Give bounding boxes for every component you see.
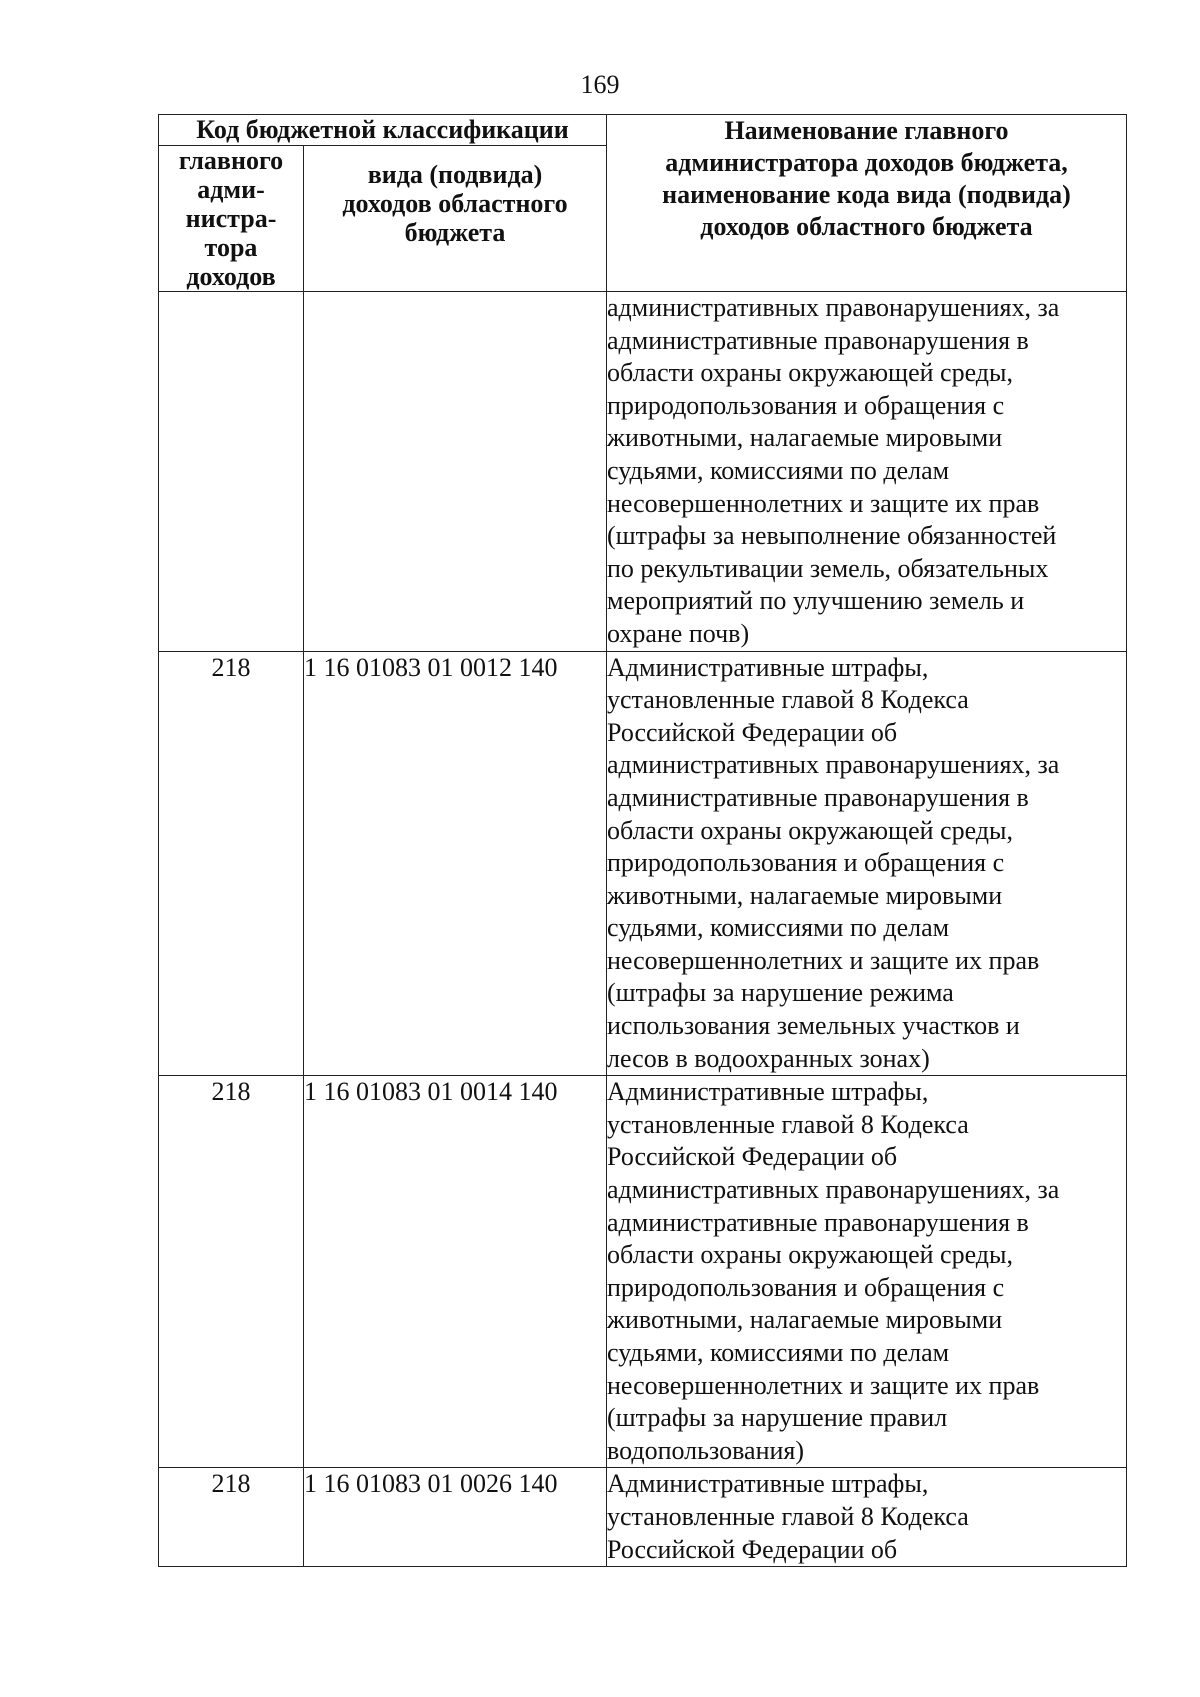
table-row [159, 1468, 1127, 1567]
admin-code-column-header: главного адми- нистра- тора доходов [159, 146, 304, 292]
name-cell: Административные штрафы, установленные главой 8 Кодекса Российской Федерации об административных правонарушениях, за административные правонарушения в области охраны окружающей среды, природопользования и обращения с животными, налагаемые мировыми судьями, комиссиями по делам несовершеннолетних и защите их прав (штрафы за нарушение правил водопользования) [607, 1076, 1127, 1468]
table-header [159, 115, 1127, 292]
admin-code-cell [159, 292, 304, 652]
page-number: 169 [580, 70, 620, 99]
header-row-group [159, 115, 1127, 146]
income-code-cell: 1 16 01083 01 0014 140 [304, 1076, 607, 1468]
admin-code-cell: 218 [159, 1468, 304, 1567]
income-code-column-header: вида (подвида) доходов областного бюджета [304, 146, 607, 292]
table-row [159, 292, 1127, 652]
admin-code-cell: 218 [159, 1076, 304, 1468]
name-column-header: Наименование главного администратора доходов бюджета, наименование кода вида (подвида) доходов областного бюджета [607, 115, 1127, 292]
budget-classification-code-header: Код бюджетной классификации [159, 115, 607, 146]
name-cell: Административные штрафы, установленные главой 8 Кодекса Российской Федерации об [607, 1468, 1127, 1567]
income-code-cell: 1 16 01083 01 0012 140 [304, 651, 607, 1076]
admin-code-cell: 218 [159, 651, 304, 1076]
table-row [159, 1076, 1127, 1468]
table-row [159, 651, 1127, 1076]
budget-classification-table [158, 114, 1127, 1567]
income-code-cell [304, 292, 607, 652]
name-cell: Административные штрафы, установленные главой 8 Кодекса Российской Федерации об административных правонарушениях, за административные правонарушения в области охраны окружающей среды, природопользования и обращения с животными, налагаемые мировыми судьями, комиссиями по делам несовершеннолетних и защите их прав (штрафы за нарушение режима использования земельных участков и лесов в водоохранных зонах) [607, 651, 1127, 1076]
name-cell: административных правонарушениях, за административные правонарушения в области охраны окружающей среды, природопользования и обращения с животными, налагаемые мировыми судьями, комиссиями по делам несовершеннолетних и защите их прав (штрафы за невыполнение обязанностей по рекультивации земель, обязательных мероприятий по улучшению земель и охране почв) [607, 292, 1127, 652]
table-body [159, 292, 1127, 1567]
income-code-cell: 1 16 01083 01 0026 140 [304, 1468, 607, 1567]
